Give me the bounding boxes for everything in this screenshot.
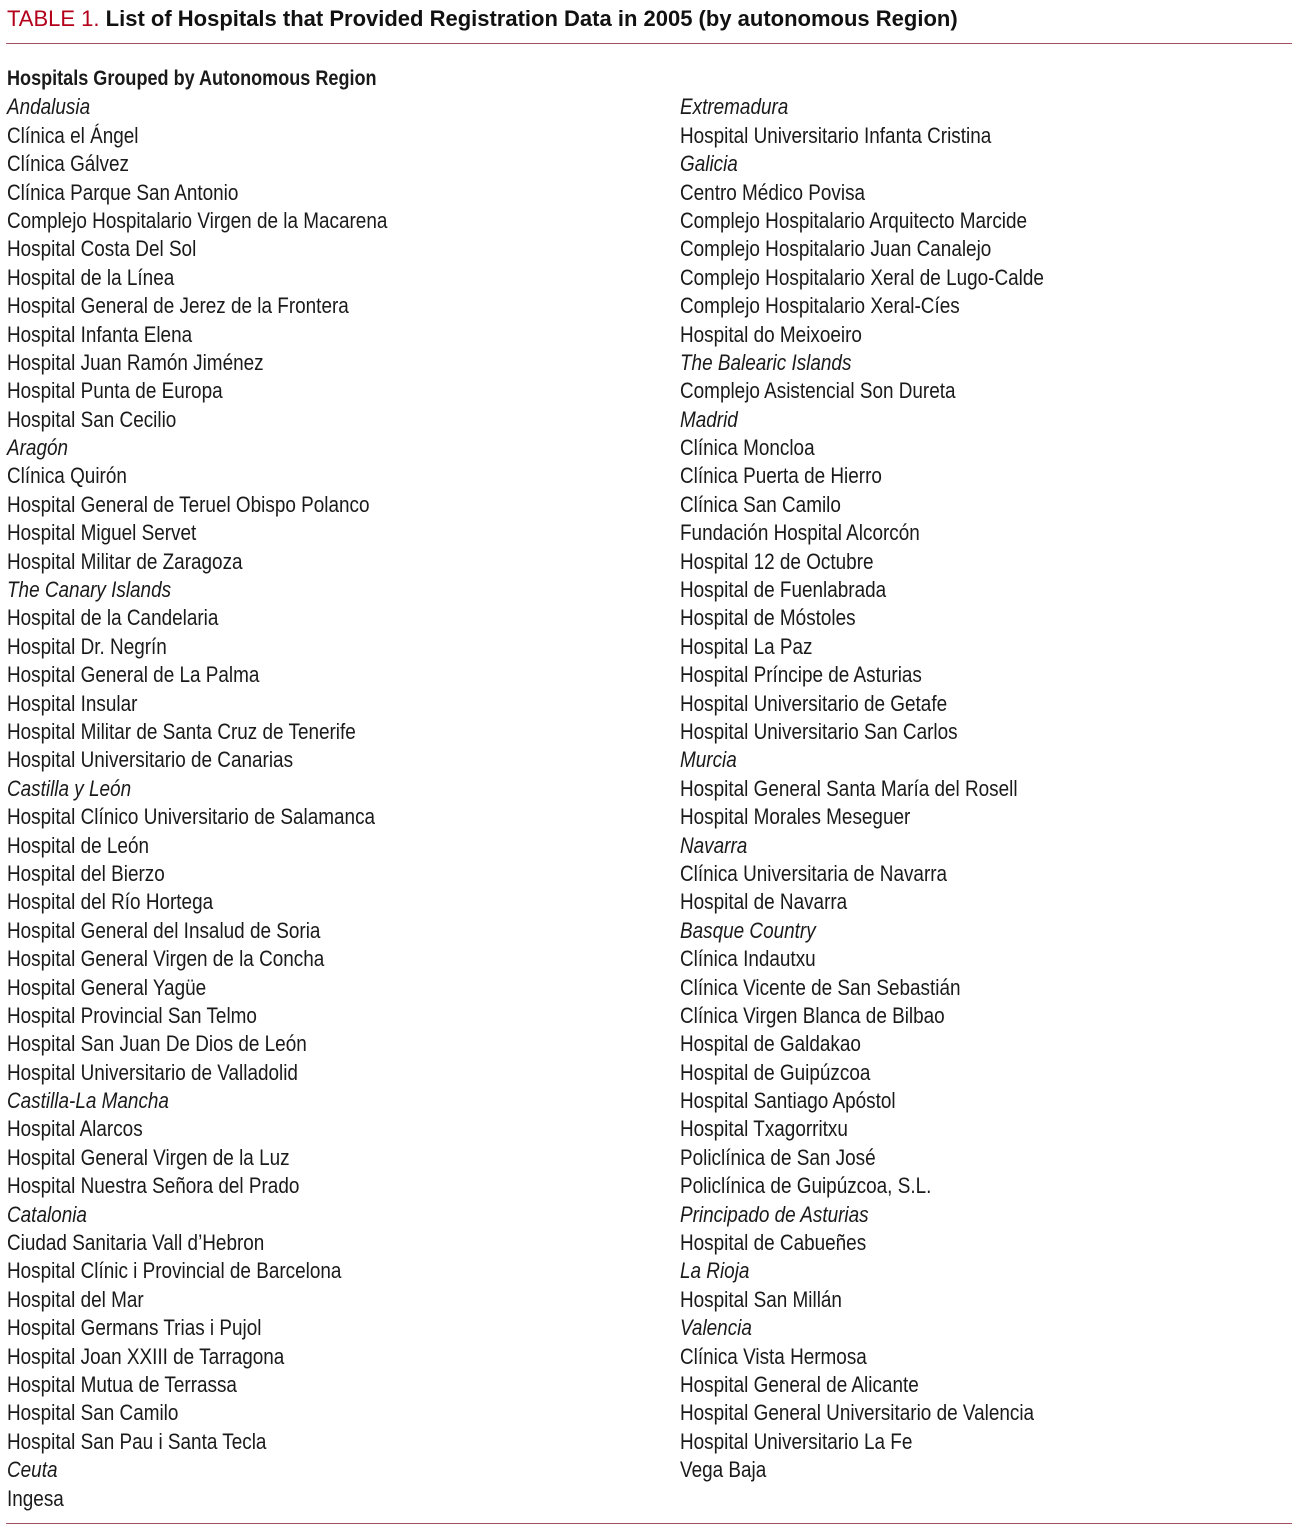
hospital-item: Centro Médico Povisa: [680, 179, 866, 205]
hospital-item: Hospital San Pau i Santa Tecla: [7, 1428, 267, 1454]
hospital-item: Clínica Indautxu: [680, 946, 816, 972]
hospital-item: Complejo Hospitalario Arquitecto Marcide: [680, 207, 1028, 233]
region-heading: The Canary Islands: [7, 577, 172, 603]
hospital-item: Clínica Vista Hermosa: [680, 1343, 867, 1369]
hospital-item: Hospital La Paz: [680, 633, 813, 659]
hospital-item: Hospital del Río Hortega: [7, 889, 214, 915]
hospital-item: Hospital de Guipúzcoa: [680, 1059, 871, 1085]
hospital-item: Hospital Nuestra Señora del Prado: [7, 1173, 300, 1199]
hospital-item: Hospital General de La Palma: [7, 662, 260, 688]
top-rule: [6, 43, 1292, 44]
region-heading: Principado de Asturias: [680, 1201, 869, 1227]
bottom-rule: [6, 1523, 1292, 1524]
hospital-item: Clínica Moncloa: [680, 435, 815, 461]
hospital-item: Clínica Parque San Antonio: [7, 179, 239, 205]
hospital-item: Clínica Virgen Blanca de Bilbao: [680, 1002, 945, 1028]
hospital-item: Complejo Hospitalario Xeral de Lugo-Calde: [680, 264, 1044, 290]
hospital-item: Hospital de Galdakao: [680, 1031, 861, 1057]
hospital-item: Hospital San Cecilio: [7, 406, 177, 432]
hospital-item: Hospital Universitario Infanta Cristina: [680, 122, 992, 148]
region-heading: Extremadura: [680, 94, 789, 120]
hospital-item: Hospital Punta de Europa: [7, 378, 223, 404]
hospital-item: Clínica Quirón: [7, 463, 127, 489]
hospital-item: Hospital Joan XXIII de Tarragona: [7, 1343, 285, 1369]
hospital-item: Clínica San Camilo: [680, 491, 841, 517]
hospital-item: Hospital Universitario de Getafe: [680, 690, 948, 716]
hospital-item: Hospital de Cabueñes: [680, 1230, 867, 1256]
hospital-item: Hospital Miguel Servet: [7, 520, 197, 546]
hospital-item: Hospital Alarcos: [7, 1116, 143, 1142]
region-heading: Galicia: [680, 151, 738, 177]
hospital-item: Hospital de Móstoles: [680, 605, 856, 631]
hospital-item: Fundación Hospital Alcorcón: [680, 520, 920, 546]
hospital-item: Hospital General Santa María del Rosell: [680, 775, 1018, 801]
hospital-item: Hospital General Virgen de la Luz: [7, 1144, 290, 1170]
region-heading: Basque Country: [680, 917, 816, 943]
column-heading: Hospitals Grouped by Autonomous Region: [7, 67, 377, 90]
hospital-item: Hospital General de Alicante: [680, 1371, 919, 1397]
hospital-item: Hospital Dr. Negrín: [7, 633, 167, 659]
hospital-item: Hospital del Bierzo: [7, 860, 165, 886]
region-heading: Valencia: [680, 1315, 752, 1341]
hospital-item: Hospital de la Línea: [7, 264, 175, 290]
hospital-item: Policlínica de Guipúzcoa, S.L.: [680, 1173, 932, 1199]
hospital-item: Hospital General de Jerez de la Frontera: [7, 293, 349, 319]
hospital-item: Hospital Militar de Santa Cruz de Tenerife: [7, 718, 356, 744]
region-heading: Castilla-La Mancha: [7, 1088, 169, 1114]
hospital-item: Ingesa: [7, 1485, 64, 1511]
hospital-item: Clínica Universitaria de Navarra: [680, 860, 948, 886]
hospital-item: Hospital San Camilo: [7, 1400, 179, 1426]
hospital-item: Hospital Mutua de Terrassa: [7, 1371, 237, 1397]
hospital-item: Hospital Militar de Zaragoza: [7, 548, 243, 574]
region-heading: Castilla y León: [7, 775, 132, 801]
hospital-item: Complejo Asistencial Son Dureta: [680, 378, 956, 404]
hospital-item: Clínica Puerta de Hierro: [680, 463, 882, 489]
hospital-item: Complejo Hospitalario Virgen de la Macarena: [7, 207, 388, 233]
region-heading: Aragón: [7, 435, 69, 461]
hospital-item: Hospital Txagorritxu: [680, 1116, 848, 1142]
hospital-item: Hospital Universitario de Canarias: [7, 747, 294, 773]
hospital-item: Hospital Universitario La Fe: [680, 1428, 913, 1454]
hospital-item: Hospital Provincial San Telmo: [7, 1002, 257, 1028]
hospital-item: Hospital Infanta Elena: [7, 321, 193, 347]
hospital-item: Hospital de Fuenlabrada: [680, 577, 887, 603]
hospital-item: Hospital Insular: [7, 690, 138, 716]
region-heading: Catalonia: [7, 1201, 87, 1227]
region-heading: Andalusia: [7, 94, 91, 120]
table-label: TABLE 1.: [7, 6, 100, 31]
hospital-item: Hospital Santiago Apóstol: [680, 1088, 896, 1114]
hospital-item: Hospital Clínic i Provincial de Barcelona: [7, 1258, 342, 1284]
left-column: [7, 65, 647, 1513]
hospital-item: Ciudad Sanitaria Vall d’Hebron: [7, 1230, 265, 1256]
hospital-item: Complejo Hospitalario Xeral-Cíes: [680, 293, 960, 319]
hospital-item: Hospital General de Teruel Obispo Polanco: [7, 491, 370, 517]
hospital-item: Hospital General del Insalud de Soria: [7, 917, 321, 943]
hospital-item: Hospital Príncipe de Asturias: [680, 662, 922, 688]
hospital-item: Hospital de Navarra: [680, 889, 848, 915]
hospital-item: Hospital do Meixoeiro: [680, 321, 862, 347]
hospital-item: Hospital General Universitario de Valencia: [680, 1400, 1035, 1426]
hospital-item: Clínica Gálvez: [7, 151, 129, 177]
hospital-item: Vega Baja: [680, 1457, 767, 1483]
hospital-item: Hospital del Mar: [7, 1286, 144, 1312]
region-heading: Murcia: [680, 747, 737, 773]
hospital-item: Hospital Universitario de Valladolid: [7, 1059, 298, 1085]
right-column: [680, 93, 1298, 1484]
hospital-item: Hospital Universitario San Carlos: [680, 718, 958, 744]
region-heading: Ceuta: [7, 1457, 58, 1483]
hospital-item: Hospital de la Candelaria: [7, 605, 219, 631]
table-title-text: List of Hospitals that Provided Registration Data in 2005 (by autonomous Region): [105, 6, 958, 31]
hospital-item: Hospital General Virgen de la Concha: [7, 946, 325, 972]
hospital-item: Hospital Costa Del Sol: [7, 236, 197, 262]
region-heading: La Rioja: [680, 1258, 750, 1284]
table-title: [7, 5, 958, 33]
hospital-item: Hospital 12 de Octubre: [680, 548, 874, 574]
hospital-item: Hospital San Juan De Dios de León: [7, 1031, 307, 1057]
right-list: [680, 93, 1298, 1484]
hospital-item: Complejo Hospitalario Juan Canalejo: [680, 236, 992, 262]
hospital-item: Hospital Juan Ramón Jiménez: [7, 349, 264, 375]
hospital-item: Clínica Vicente de San Sebastián: [680, 974, 961, 1000]
hospital-item: Hospital General Yagüe: [7, 974, 207, 1000]
hospital-item: Hospital Germans Trias i Pujol: [7, 1315, 262, 1341]
region-heading: Navarra: [680, 832, 748, 858]
hospital-item: Policlínica de San José: [680, 1144, 876, 1170]
hospital-item: Hospital de León: [7, 832, 150, 858]
region-heading: The Balearic Islands: [680, 349, 852, 375]
region-heading: Madrid: [680, 406, 738, 432]
hospital-item: Hospital Clínico Universitario de Salamanca: [7, 804, 376, 830]
hospital-item: Hospital Morales Meseguer: [680, 804, 911, 830]
left-list: [7, 93, 647, 1513]
hospital-item: Hospital San Millán: [680, 1286, 842, 1312]
hospital-item: Clínica el Ángel: [7, 122, 139, 148]
